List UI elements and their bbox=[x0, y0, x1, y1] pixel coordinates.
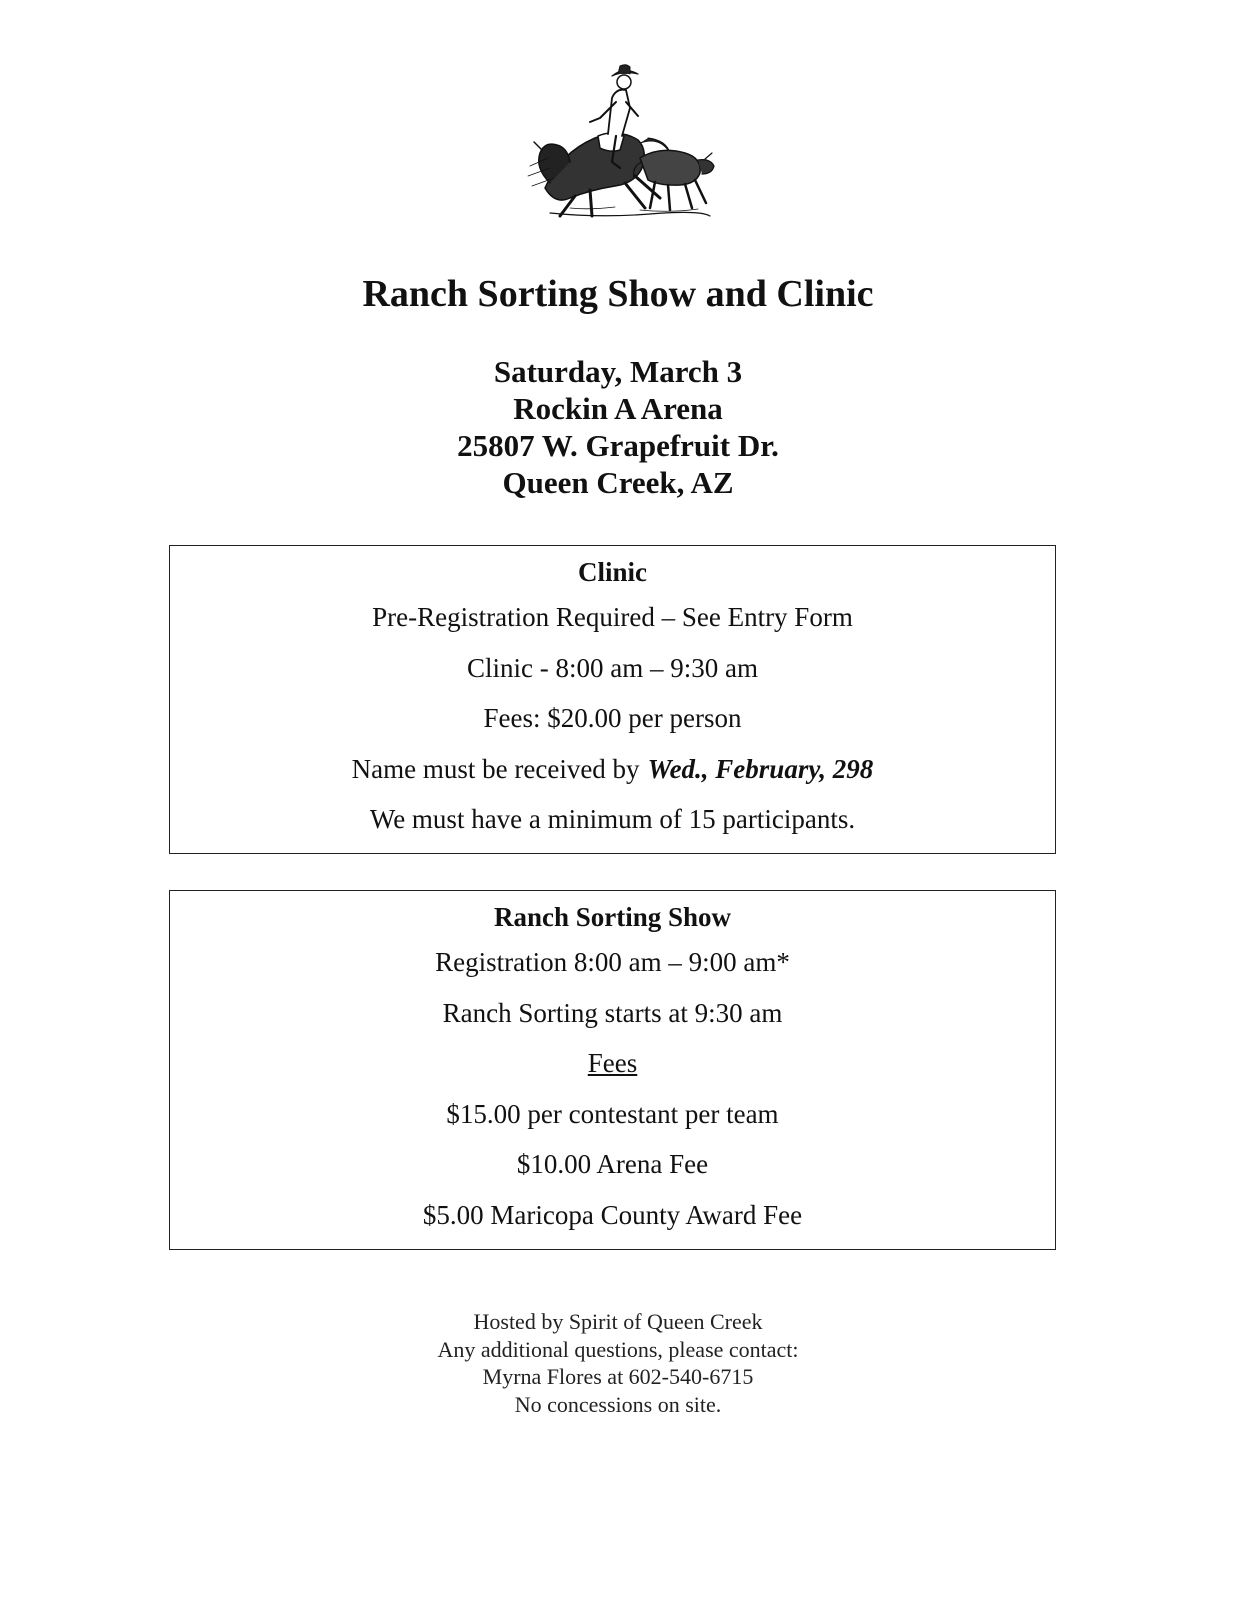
show-fee-item: $15.00 per contestant per team bbox=[446, 1098, 779, 1129]
cowboy-horse-logo-icon bbox=[520, 58, 720, 226]
footer-host: Hosted by Spirit of Queen Creek bbox=[473, 1309, 763, 1334]
show-fee-item: $5.00 Maricopa County Award Fee bbox=[422, 1199, 803, 1230]
clinic-deadline-label: Name must be received by bbox=[351, 753, 640, 784]
clinic-deadline-date: Wed., February, 298 bbox=[647, 753, 874, 784]
clinic-heading: Clinic bbox=[577, 557, 647, 587]
clinic-minimum: We must have a minimum of 15 participants. bbox=[369, 804, 856, 834]
event-address: 25807 W. Grapefruit Dr. bbox=[457, 428, 779, 463]
show-fees-heading-text: Fees bbox=[587, 1048, 638, 1078]
footer-questions: Any additional questions, please contact: bbox=[437, 1336, 799, 1362]
show-start: Ranch Sorting starts at 9:30 am bbox=[442, 997, 783, 1028]
clinic-registration: Pre-Registration Required – See Entry Form bbox=[372, 602, 853, 632]
show-heading: Ranch Sorting Show bbox=[493, 902, 732, 932]
show-registration: Registration 8:00 am – 9:00 am* bbox=[435, 947, 790, 977]
show-fee-item: $10.00 Arena Fee bbox=[516, 1149, 709, 1179]
clinic-deadline bbox=[170, 744, 1055, 795]
footer-concessions: No concessions on site. bbox=[514, 1391, 722, 1417]
clinic-box bbox=[169, 545, 1056, 854]
ranch-sorting-show-box bbox=[169, 890, 1056, 1250]
flyer-title: Ranch Sorting Show and Clinic bbox=[362, 273, 874, 315]
clinic-time: Clinic - 8:00 am – 9:30 am bbox=[467, 652, 758, 683]
event-details bbox=[0, 353, 1236, 501]
event-date: Saturday, March 3 bbox=[493, 354, 743, 389]
show-fees-heading bbox=[170, 1038, 1055, 1089]
footer-contact: Myrna Flores at 602-540-6715 bbox=[482, 1364, 754, 1389]
clinic-fees: Fees: $20.00 per person bbox=[483, 703, 742, 733]
flyer-footer bbox=[0, 1308, 1236, 1418]
event-city: Queen Creek, AZ bbox=[502, 465, 734, 500]
event-venue: Rockin A Arena bbox=[513, 391, 723, 426]
